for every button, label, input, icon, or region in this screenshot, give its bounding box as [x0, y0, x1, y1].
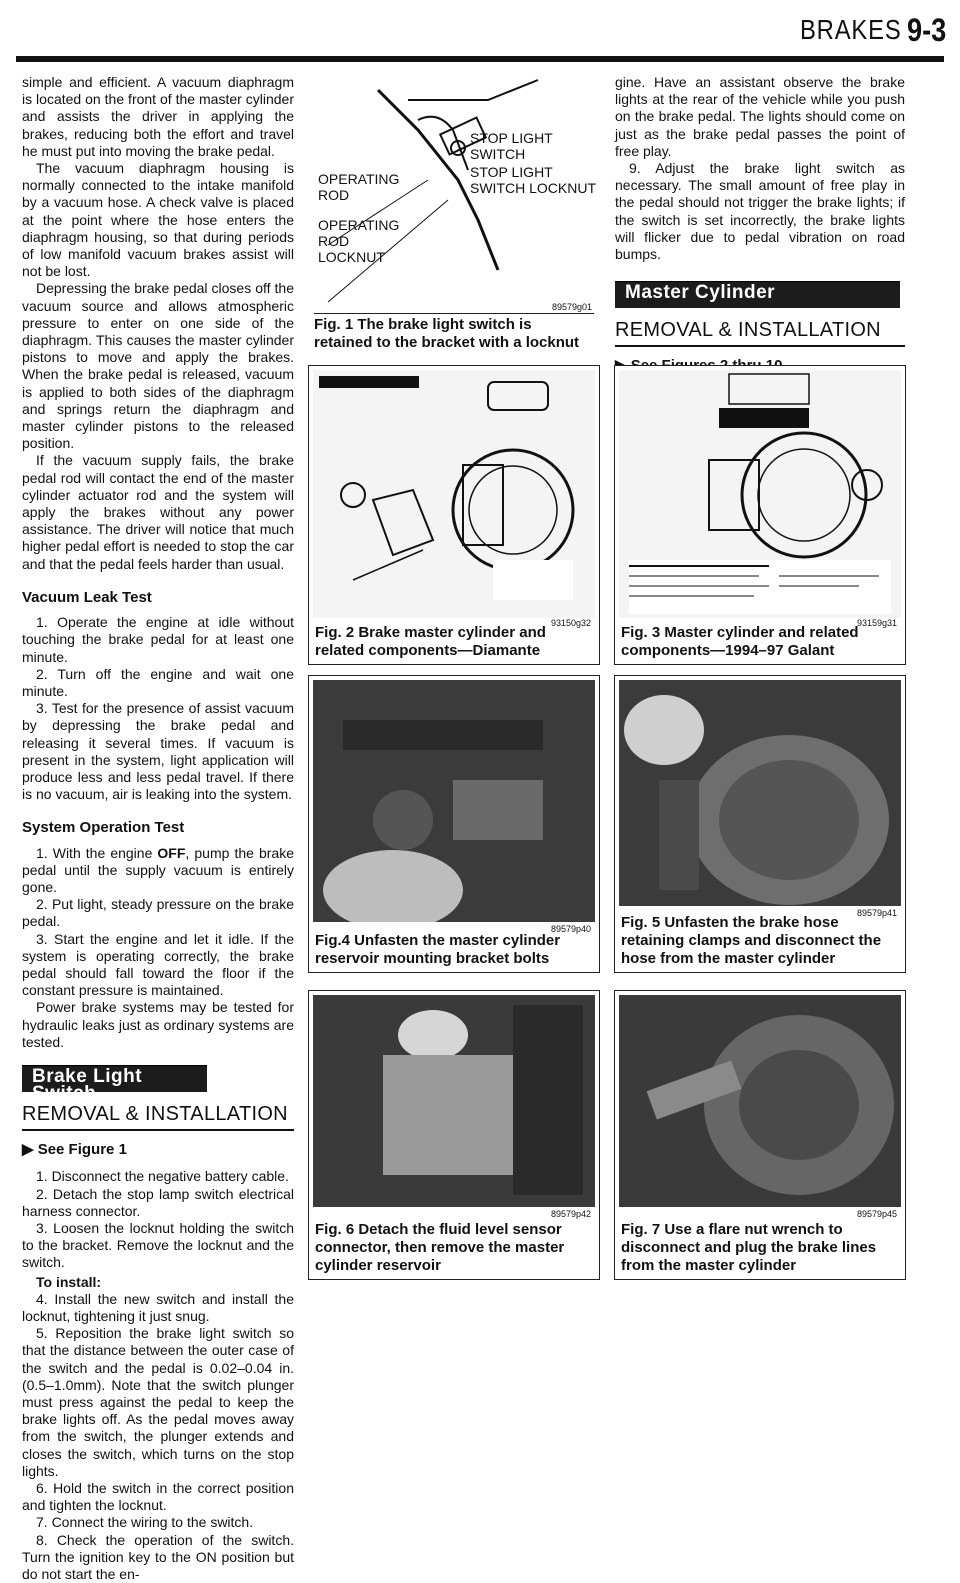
step: 9. Adjust the brake light switch as necessary. The small amount of free play in the pedal should not trigger the brake lights; if the switch is set incorrectly, the brake lights will flicker due to pedal vibration on road bumps.: [615, 160, 905, 263]
label-stop-light-switch-1: STOP LIGHT: [470, 130, 553, 146]
figure-2: [308, 365, 600, 665]
figure-caption: Fig. 3 Master cylinder and related components—1994–97 Galant: [621, 624, 859, 659]
figure-caption: Fig. 2 Brake master cylinder and related components—Diamante: [315, 624, 546, 659]
figure-caption: Fig. 5 Unfasten the brake hose retaining clamps and disconnect the hose from the master cylinder: [621, 914, 882, 967]
system-op-heading: System Operation Test: [22, 819, 185, 837]
step: 3. Test for the presence of assist vacuum by depressing the brake pedal and releasing it several times. If vacuum is present in the system, light application will produce less and less pedal travel. If there is no vacuum, air is leaking into the system.: [22, 700, 294, 803]
step: 2. Turn off the engine and wait one minute.: [22, 665, 294, 699]
photo-flare-nut-wrench: [619, 995, 901, 1207]
photo-art: [619, 680, 901, 906]
step: 1. Disconnect the negative battery cable.: [36, 1168, 289, 1185]
label-rod-locknut-3: LOCKNUT: [318, 249, 385, 265]
svg-text:LOCKNUT: [318, 249, 385, 265]
figure-caption: Fig. 1 The brake light switch is retained to the bracket with a locknut: [314, 313, 594, 352]
svg-text:OPERATING: [318, 217, 399, 233]
section-title: BRAKES: [800, 14, 902, 45]
label-stop-light-switch-2: SWITCH: [470, 146, 526, 162]
figure-code: 89579p41: [856, 908, 897, 918]
label-rod-2: ROD: [318, 187, 350, 203]
step: 1. With the engine OFF, pump the brake pedal until the supply vacuum is entirely gone.: [22, 844, 294, 895]
figure-6: [308, 990, 600, 1280]
figure-3: [614, 365, 906, 665]
photo-art: [313, 995, 595, 1207]
page-number: 9-3: [906, 12, 946, 48]
see-figure: ▶ See Figure 1: [22, 1141, 127, 1159]
svg-text:ROD: [318, 233, 349, 249]
step: 6. Hold the switch in the correct position and tighten the locknut.: [22, 1480, 294, 1514]
master-cylinder-diagram: [313, 370, 595, 618]
removal-heading: REMOVAL & INSTALLATION: [615, 319, 881, 342]
diagram-art: [619, 370, 901, 618]
step: 4. Install the new switch and install the locknut, tightening it just snug.: [22, 1290, 294, 1324]
figure-code: 89579p40: [550, 924, 591, 934]
arrow-marker-icon: ▶: [22, 1141, 38, 1159]
figure-caption: Fig.4 Unfasten the master cylinder reservoir mounting bracket bolts: [315, 932, 561, 967]
vacuum-leak-heading: Vacuum Leak Test: [22, 588, 152, 606]
step: 7. Connect the wiring to the switch.: [36, 1514, 254, 1531]
removal-heading: REMOVAL & INSTALLATION: [22, 1102, 288, 1125]
figure-code: 89579p45: [856, 1209, 897, 1219]
left-column: [22, 74, 294, 1583]
figure-7: [614, 990, 906, 1280]
figure-1: [308, 70, 600, 360]
section-bar-brake-light-switch: Brake Light Switch: [22, 1065, 207, 1092]
paragraph: The vacuum diaphragm housing is normally connected to the intake manifold by a vacuum hose. A check valve is placed at the point where the hose enters the diaphragm housing, so that during periods of low manifold vacuum brakes assist will not be lost.: [22, 160, 294, 280]
step: 2. Detach the stop lamp switch electrical harness connector.: [22, 1185, 294, 1219]
photo-art: [619, 995, 901, 1207]
divider: [615, 345, 905, 347]
galant-master-cylinder-diagram: [619, 370, 901, 618]
svg-text:OPERATING: [318, 171, 399, 187]
photo-reservoir-bolts: [313, 680, 595, 922]
figure-4: [308, 675, 600, 973]
page-header: [0, 0, 960, 60]
photo-brake-hose: [619, 680, 901, 906]
label-locknut-2: SWITCH LOCKNUT: [470, 180, 596, 196]
diagram-art: [313, 370, 595, 618]
step: 3. Loosen the locknut holding the switch to the bracket. Remove the locknut and the switch.: [22, 1219, 294, 1271]
figure-code: 89579g01: [551, 302, 592, 312]
header-rule: [16, 56, 944, 62]
step: 8. Check the operation of the switch. Turn the ignition key to the ON position but do not start the en-: [22, 1531, 294, 1583]
step: 5. Reposition the brake light switch so that the distance between the outer case of the switch and the pedal is 0.02–0.04 in. (0.5–1.0mm). Note that the switch plunger must press against the pedal to keep the brake lights off. As the pedal moves away from the switch, the plunger extends and closes the switch, which turns on the stop lights.: [22, 1325, 294, 1479]
svg-text:STOP LIGHT: [470, 164, 553, 180]
paragraph: If the vacuum supply fails, the brake pedal rod will contact the end of the master cylinder actuator rod and the system will apply the brakes without any power assistance. The driver will notice that much higher pedal effort is needed to stop the car and that the pedal feels harder than usual.: [22, 452, 294, 572]
label-locknut-1: STOP LIGHT: [470, 164, 553, 180]
photo-art: [313, 680, 595, 922]
svg-text:SWITCH LOCKNUT: [470, 180, 596, 196]
brake-light-switch-diagram: [308, 70, 600, 310]
paragraph: Depressing the brake pedal closes off the vacuum source and allows atmospheric pressure to enter on one side of the diaphragm. This causes the master cylinder pistons to move and apply the brakes. When the brake pedal is released, vacuum is applied to both sides of the diaphragm and springs return the diaphragm and master cylinder pistons to the released position.: [22, 280, 294, 452]
svg-text:STOP LIGHT: [470, 130, 553, 146]
paragraph: simple and efficient. A vacuum diaphragm is located on the front of the master cylinder and assists the driver in applying the brakes, reducing both the effort and travel he must put into moving the brake pedal.: [22, 74, 294, 159]
step: 1. Operate the engine at idle without touching the brake pedal for at least one minute.: [22, 614, 294, 665]
figure-5: [614, 675, 906, 973]
svg-text:SWITCH: [470, 146, 525, 162]
figure-code: 89579p42: [550, 1209, 591, 1219]
to-install: To install:: [36, 1273, 102, 1290]
figure-caption: Fig. 6 Detach the fluid level sensor connector, then remove the master cylinder reservoir: [315, 1221, 565, 1274]
step: 3. Start the engine and let it idle. If the system is operating correctly, the brake pedal should fall toward the floor if the constant pressure is maintained.: [22, 930, 294, 999]
figure-caption: Fig. 7 Use a flare nut wrench to disconnect and plug the brake lines from the master cylinder: [621, 1221, 877, 1274]
divider: [22, 1129, 294, 1131]
svg-text:ROD: [318, 187, 349, 203]
label-rod-1: OPERATING: [318, 171, 400, 187]
figure-code: 93159g31: [856, 618, 897, 628]
step: 2. Put light, steady pressure on the brake pedal.: [22, 896, 294, 930]
right-column: [615, 74, 905, 385]
label-rod-locknut-2: ROD: [318, 233, 350, 249]
step: Power brake systems may be tested for hydraulic leaks just as ordinary systems are tested.: [22, 999, 294, 1050]
label-rod-locknut-1: OPERATING: [318, 217, 400, 233]
photo-fluid-level-sensor: [313, 995, 595, 1207]
figure-code: 93150g32: [550, 618, 591, 628]
paragraph: gine. Have an assistant observe the brake lights at the rear of the vehicle while you push on the brake pedal. The lights should come on just as the brake pedal passes the point of free play.: [615, 74, 905, 159]
section-bar-master-cylinder: Master Cylinder: [615, 281, 900, 308]
